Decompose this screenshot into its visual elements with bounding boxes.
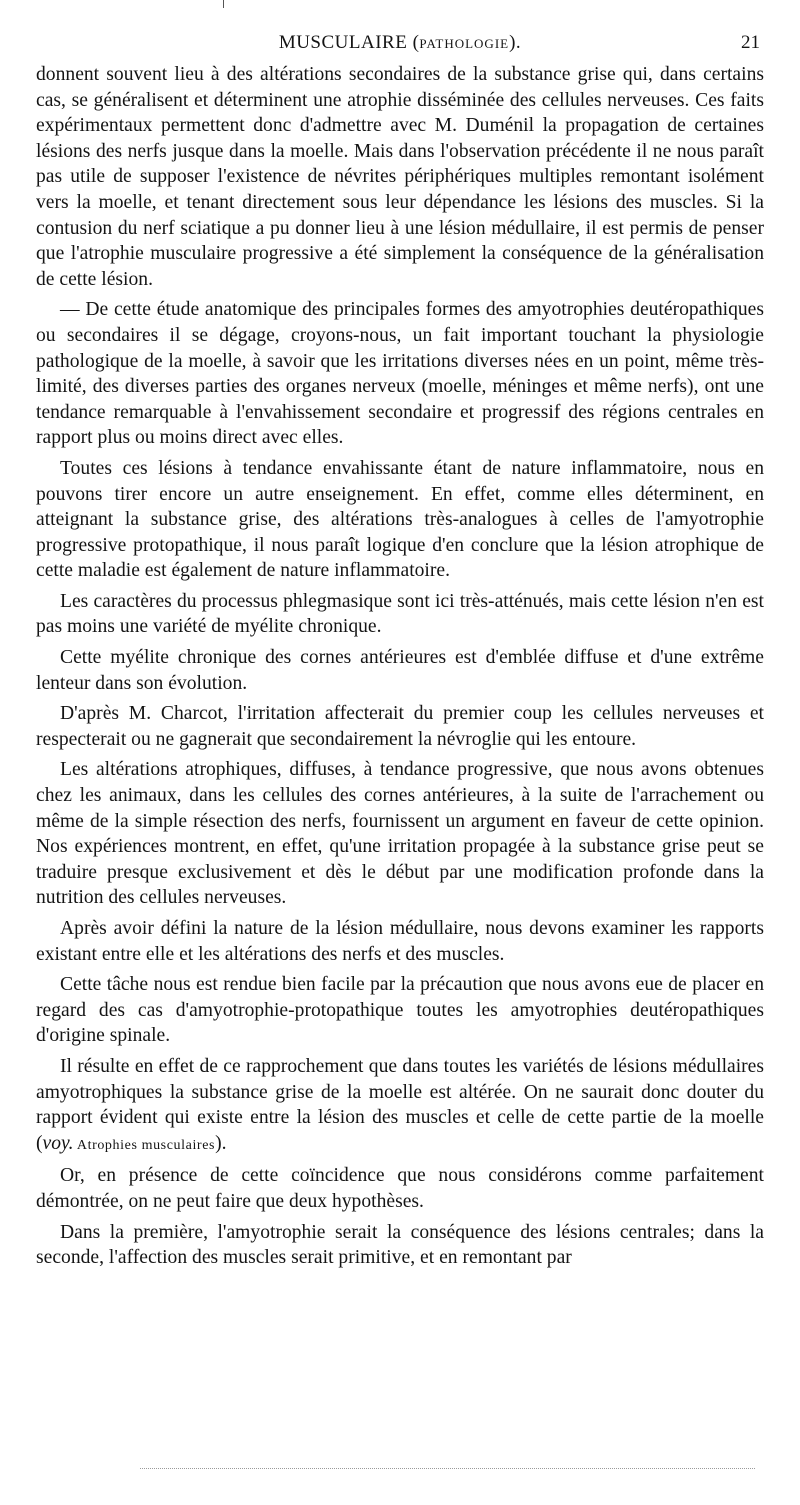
footer-rule — [140, 1468, 755, 1469]
paragraph-text-end: ). — [215, 1132, 227, 1154]
paragraph: Or, en présence de cette coïncidence que nous considérons comme parfaitement démontrée, on ne peut faire que deux hypothèses. — [36, 1165, 764, 1212]
paragraph: Les altérations atrophiques, diffuses, à tendance progressive, que nous avons obtenues chez les animaux, dans les cellules des cornes antérieures, à la suite de l'arrachement ou même de la simple résection des nerfs, fournissent un argument en faveur de cette opinion. Nos expériences montrent, en effet, qu'une irritation propagée à la substance grise peut se traduire presque exclusivement et dès le début par une modification profonde dans la nutrition des cellules nerveuses. — [36, 759, 764, 909]
paragraph: donnent souvent lieu à des altérations secondaires de la substance grise qui, dans certains cas, se généralisent et déterminent une atrophie disséminée des cellules nerveuses. Ces faits expérimentaux permettent donc d'admettre avec M. Duménil la propagation de certaines lésions des nerfs jusque dans la moelle. Mais dans l'observation précédente il ne nous paraît pas utile de supposer l'existence de névrites périphériques multiples remontant isolément vers la moelle, et tenant directement sous leur dépendance les lésions des muscles. Si la contusion du nerf sciatique a pu donner lieu à une lésion médullaire, il est permis de penser que l'atrophie musculaire progressive a été simplement la conséquence de la généralisation de cette lésion. — [36, 64, 764, 290]
page-header — [36, 30, 764, 60]
paragraph: D'après M. Charcot, l'irritation affecterait du premier coup les cellules nerveuses et respecterait ou ne gagnerait que secondairement la névroglie qui les entoure. — [36, 703, 764, 750]
paragraph-with-reference — [36, 1054, 764, 1158]
scan-mark — [223, 0, 224, 8]
reference-abbreviation: voy. — [42, 1132, 74, 1154]
paragraph: Après avoir défini la nature de la lésion médullaire, nous devons examiner les rapports existant entre elle et les altérations des nerfs et des muscles. — [36, 918, 764, 965]
paragraph: — De cette étude anatomique des principales formes des amyotrophies deutéropathiques ou secondaires il se dégage, croyons-nous, un fait important touchant la physiologie pathologique de la moelle, à savoir que les irritations diverses nées en un point, même très-limité, des diverses parties des organes nerveux (moelle, méninges et même nerfs), ont une tendance remarquable à l'envahissement secondaire et progressif des régions centrales en rapport plus ou moins direct avec elles. — [36, 299, 764, 449]
body-text — [36, 62, 764, 1276]
reference-title: Atrophies musculaires — [73, 1137, 216, 1153]
page-number: 21 — [741, 32, 760, 53]
paragraph: Toutes ces lésions à tendance envahissante étant de nature inflammatoire, nous en pouvons tirer encore un autre enseignement. En effet, comme elles déterminent, en atteignant la substance grise, des altérations très-analogues à celles de l'amyotrophie progressive protopathique, il nous paraît logique d'en conclure que la lésion atrophique de cette maladie est également de nature inflammatoire. — [36, 457, 764, 582]
paragraph-text: Il résulte en effet de ce rapprochement que dans toutes les variétés de lésions médullaires amyotrophiques la substance grise de la moelle est altérée. On ne saurait donc douter du rapport évident qui existe entre la lésion des muscles et celle de cette partie de la moelle ( — [36, 1055, 764, 1154]
running-title — [36, 30, 764, 57]
paragraph: Les caractères du processus phlegmasique sont ici très-atténués, mais cette lésion n'en est pas moins une variété de myélite chronique. — [36, 590, 764, 638]
running-title-main: MUSCULAIRE ( — [278, 32, 420, 53]
running-title-section: PATHOLOGIE — [419, 36, 510, 51]
paragraph: Dans la première, l'amyotrophie serait la conséquence des lésions centrales; dans la seconde, l'affection des muscles serait primitive, et en remontant par — [36, 1221, 764, 1269]
running-title-end: ). — [509, 32, 522, 53]
paragraph: Cette tâche nous est rendue bien facile par la précaution que nous avons eue de placer en regard des cas d'amyotrophie-protopathique toutes les amyotrophies deutéropathiques d'origine spinale. — [36, 974, 764, 1047]
paragraph: Cette myélite chronique des cornes antérieures est d'emblée diffuse et d'une extrême lenteur dans son évolution. — [36, 647, 764, 694]
